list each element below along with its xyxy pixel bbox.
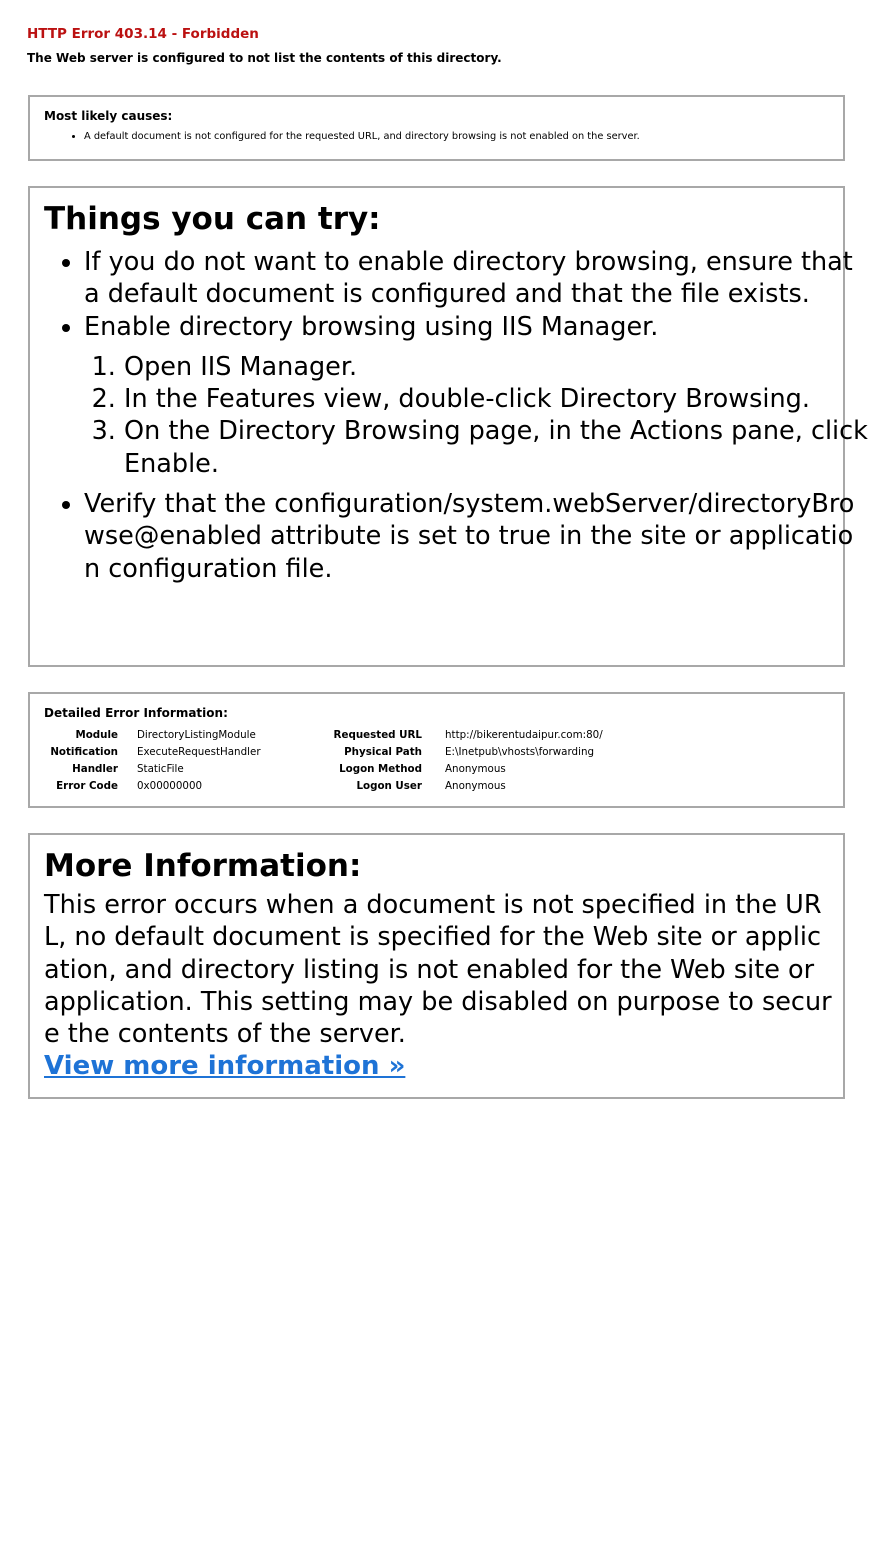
things-you-can-try-box xyxy=(28,186,868,667)
error-subtitle: The Web server is configured to not list the contents of this directory. xyxy=(27,51,502,65)
try-list xyxy=(44,246,868,585)
detail-row xyxy=(30,778,843,795)
detail-row xyxy=(30,761,843,778)
try-item-enable-browsing xyxy=(84,311,868,480)
detail-label: Physical Path xyxy=(344,746,422,758)
try-item: • If you do not want to enable directory browsing, ensure that a default document is configured and that the file exists. xyxy=(84,246,868,311)
detail-label: Requested URL xyxy=(333,729,422,741)
more-title: More Information: xyxy=(44,848,362,884)
try-item: • Verify that the configuration/system.webServer/directoryBrowse@enabled attribute is set to true in the site or application configuration file. xyxy=(84,488,868,585)
detailed-error-box xyxy=(28,692,845,808)
causes-list xyxy=(44,130,864,144)
detail-value: ExecuteRequestHandler xyxy=(137,746,261,758)
detail-value: DirectoryListingModule xyxy=(137,729,256,741)
detail-value: 0x00000000 xyxy=(137,780,203,792)
more-information-box xyxy=(28,833,845,1099)
error-title: HTTP Error 403.14 - Forbidden xyxy=(27,26,259,42)
detail-label: Handler xyxy=(72,763,118,775)
view-more-information-link[interactable]: View more information » xyxy=(44,1051,406,1081)
detail-label: Logon User xyxy=(356,780,422,792)
step-item: 1. Open IIS Manager. xyxy=(124,351,868,383)
detail-value: E:\Inetpub\vhosts\forwarding xyxy=(445,746,595,758)
detail-value: http://bikerentudaipur.com:80/ xyxy=(445,729,603,741)
detail-row xyxy=(30,744,843,761)
try-item-label: Enable directory browsing using IIS Manager. xyxy=(84,311,659,342)
steps-list xyxy=(84,351,868,480)
most-likely-causes-box xyxy=(28,95,845,161)
detail-label: Logon Method xyxy=(339,763,422,775)
detail-value: Anonymous xyxy=(445,780,506,792)
detail-row xyxy=(30,727,843,744)
try-title: Things you can try: xyxy=(44,201,381,237)
detail-title: Detailed Error Information: xyxy=(44,706,228,720)
detail-value: Anonymous xyxy=(445,763,506,775)
error-header xyxy=(27,26,847,66)
more-description: This error occurs when a document is not specified in the URL, no default document is specified for the Web site or application, and directory listing is not enabled for the Web site or application. This setting may be disabled on purpose to secure the contents of the server. xyxy=(44,890,832,1050)
detail-label: Error Code xyxy=(56,780,118,792)
detail-value: StaticFile xyxy=(137,763,184,775)
cause-item: • A default document is not configured for the requested URL, and directory browsing is not enabled on the server. xyxy=(84,130,864,144)
detail-label: Notification xyxy=(50,746,118,758)
step-item: 3. On the Directory Browsing page, in the Actions pane, click Enable. xyxy=(124,415,868,480)
step-item: 2. In the Features view, double-click Directory Browsing. xyxy=(124,383,868,415)
detail-label: Module xyxy=(75,729,118,741)
causes-title: Most likely causes: xyxy=(44,109,173,123)
